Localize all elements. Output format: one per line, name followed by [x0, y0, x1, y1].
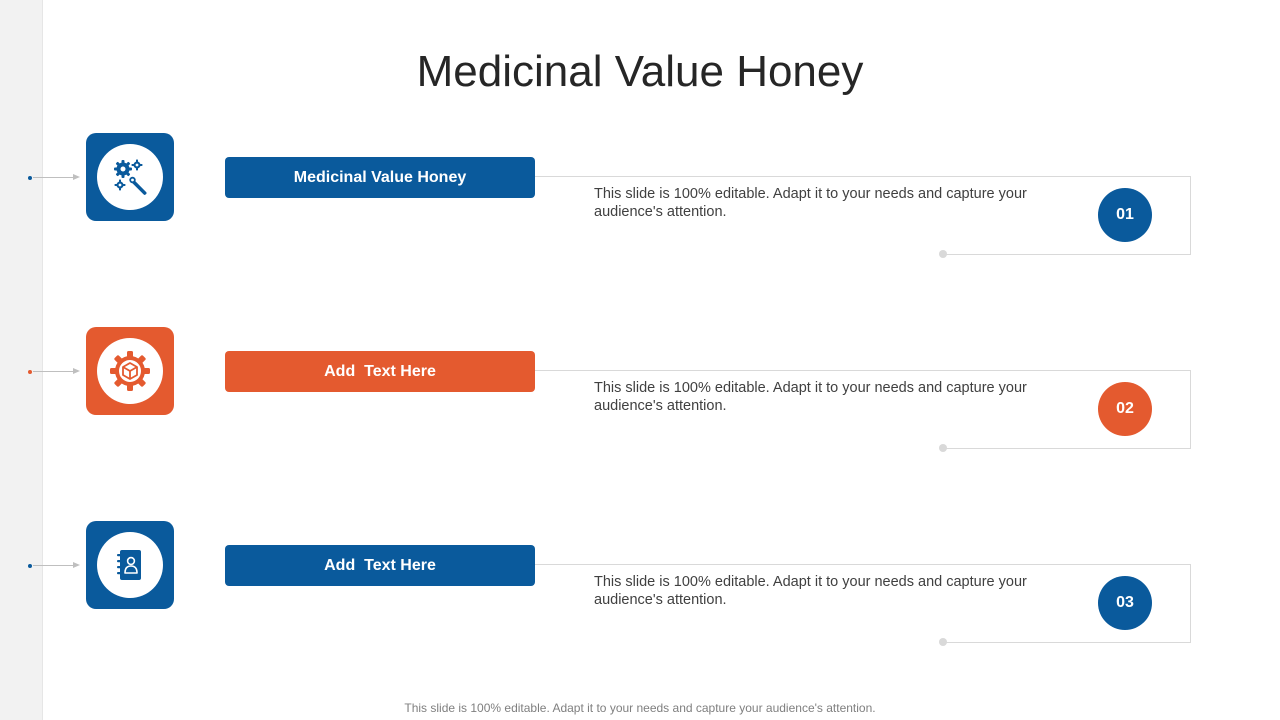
page-title: Medicinal Value Honey — [416, 47, 864, 97]
gear-cube-icon — [107, 348, 153, 394]
description-frame-bottom — [943, 642, 1191, 643]
icon-tile — [86, 327, 174, 415]
description-frame-bottom — [943, 254, 1191, 255]
row-marker-dot — [28, 370, 32, 374]
gears-wrench-icon — [108, 155, 152, 199]
row-label-bar: Add Text Here — [225, 545, 535, 586]
row-marker-dot — [28, 564, 32, 568]
row-label-bar: Medicinal Value Honey — [225, 157, 535, 198]
row-description: This slide is 100% editable. Adapt it to your needs and capture your audience's attention. — [594, 574, 1027, 608]
row-arrow — [33, 565, 73, 566]
row-description: This slide is 100% editable. Adapt it to your needs and capture your audience's attention. — [594, 186, 1027, 220]
icon-circle — [97, 144, 163, 210]
description-frame-dot — [939, 250, 947, 258]
row-arrow — [33, 177, 73, 178]
description-frame-bottom — [943, 448, 1191, 449]
icon-circle — [97, 338, 163, 404]
footer-note: This slide is 100% editable. Adapt it to your needs and capture your audience's attention. — [404, 701, 876, 715]
row-3 — [0, 521, 1280, 651]
row-label-bar: Add Text Here — [225, 351, 535, 392]
row-description: This slide is 100% editable. Adapt it to your needs and capture your audience's attention. — [594, 380, 1027, 414]
description-frame-dot — [939, 638, 947, 646]
contact-book-icon — [110, 545, 150, 585]
row-marker-dot — [28, 176, 32, 180]
description-frame-dot — [939, 444, 947, 452]
icon-circle — [97, 532, 163, 598]
row-2 — [0, 327, 1280, 457]
row-number-badge: 03 — [1098, 576, 1152, 630]
icon-tile — [86, 521, 174, 609]
row-1 — [0, 133, 1280, 263]
row-number-badge: 01 — [1098, 188, 1152, 242]
icon-tile — [86, 133, 174, 221]
row-number-badge: 02 — [1098, 382, 1152, 436]
row-arrow — [33, 371, 73, 372]
